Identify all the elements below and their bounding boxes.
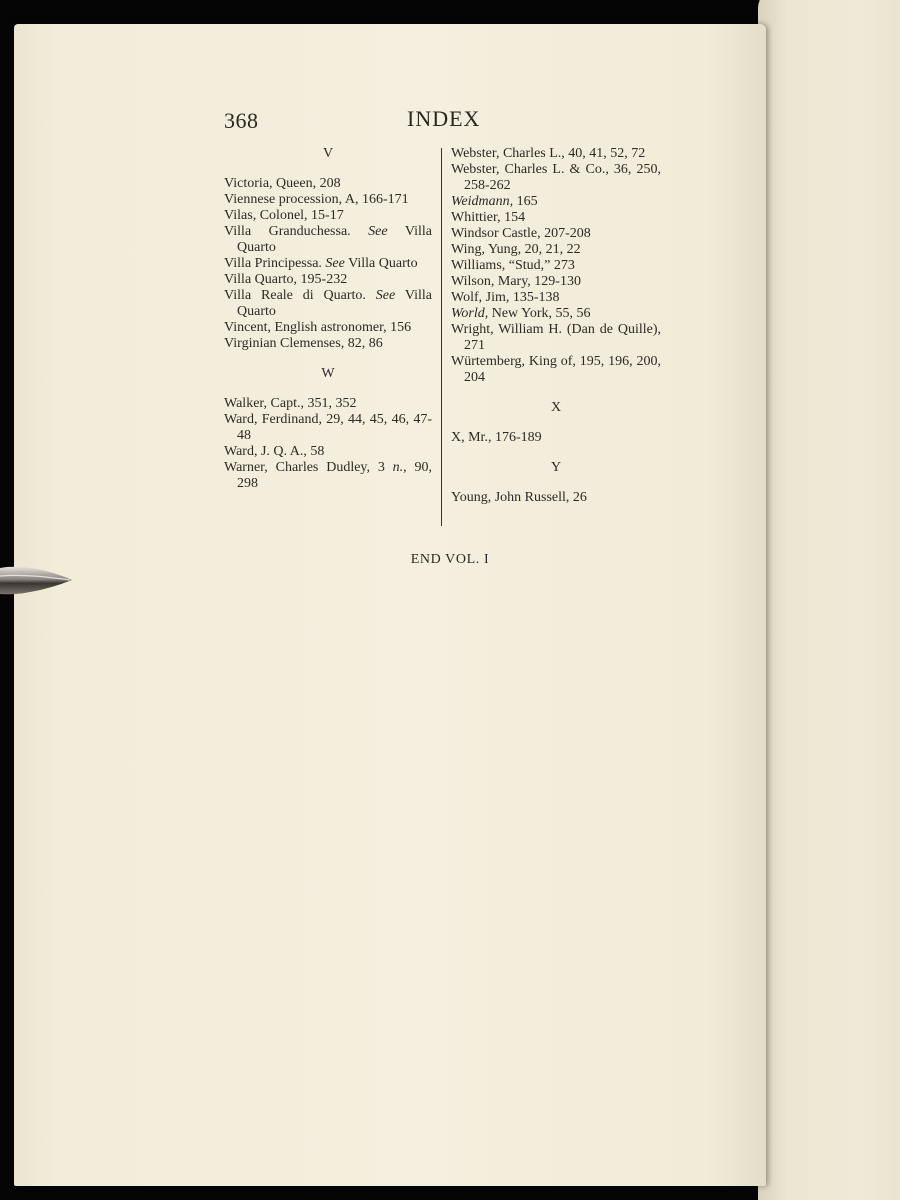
entry-heading: Villa Granduchessa. xyxy=(224,224,351,239)
entry-heading: Villa Principessa. xyxy=(224,256,322,271)
index-entry: X, Mr., 176-189 xyxy=(451,430,542,445)
section-letter-y: Y xyxy=(550,460,562,475)
index-entry: Wolf, Jim, 135-138 xyxy=(451,290,560,305)
note-marker: n. xyxy=(392,460,404,475)
section-letter-w: W xyxy=(321,366,335,381)
cross-reference: Villa Quarto xyxy=(237,224,433,255)
index-entry xyxy=(451,306,661,322)
index-entry: Wing, Yung, 20, 21, 22 xyxy=(451,242,581,257)
cross-reference: Villa Quarto xyxy=(237,288,432,319)
page-number: 368 xyxy=(224,108,259,133)
facing-page-edge xyxy=(758,0,900,1200)
index-entry: Walker, Capt., 351, 352 xyxy=(224,396,357,411)
index-entry xyxy=(451,194,661,210)
entry-heading-italic: World, xyxy=(451,306,489,321)
section-letter-v: V xyxy=(322,146,334,161)
index-entry: Windsor Castle, 207-208 xyxy=(451,226,591,241)
index-column-left xyxy=(224,146,432,492)
see-reference: See xyxy=(375,288,396,303)
column-divider xyxy=(441,148,442,526)
running-head xyxy=(224,106,481,138)
index-entry xyxy=(224,224,432,256)
index-entry: Viennese procession, A, 166-171 xyxy=(224,192,409,207)
index-entry xyxy=(224,460,432,492)
entry-heading: Villa Reale di Quarto. xyxy=(224,288,366,303)
page-title: INDEX xyxy=(407,106,481,131)
index-entry: Würtemberg, King of, 195, 196, 200, 204 xyxy=(451,354,661,385)
index-entry: Vilas, Colonel, 15-17 xyxy=(224,208,344,223)
index-entry: Wilson, Mary, 129-130 xyxy=(451,274,581,289)
index-entry: Victoria, Queen, 208 xyxy=(224,176,341,191)
index-entry: Virginian Clemenses, 82, 86 xyxy=(224,336,383,351)
index-entry: Whittier, 154 xyxy=(451,210,526,225)
index-entry: Vincent, English astronomer, 156 xyxy=(224,320,412,335)
index-entry: Villa Quarto, 195-232 xyxy=(224,272,348,287)
index-entry: Ward, Ferdinand, 29, 44, 45, 46, 47-48 xyxy=(224,412,432,443)
index-entry: Williams, “Stud,” 273 xyxy=(451,258,575,273)
end-volume-note: END VOL. I xyxy=(410,552,490,567)
entry-heading: Warner, Charles Dudley, 3 xyxy=(224,460,385,475)
entry-pages: , 90, 298 xyxy=(237,460,432,491)
entry-pages: 165 xyxy=(516,194,538,209)
section-letter-x: X xyxy=(550,400,562,415)
entry-pages: New York, 55, 56 xyxy=(491,306,591,321)
cross-reference: Villa Quarto xyxy=(348,256,418,271)
pen-tip-icon xyxy=(0,562,74,602)
see-reference: See xyxy=(368,224,388,239)
index-entry: Wright, William H. (Dan de Quille), 271 xyxy=(451,322,661,353)
index-entry: Young, John Russell, 26 xyxy=(451,490,587,505)
index-column-right xyxy=(451,146,661,506)
index-entry: Webster, Charles L. & Co., 36, 250, 258-262 xyxy=(451,162,661,193)
see-reference: See xyxy=(325,256,345,271)
index-entry: Ward, J. Q. A., 58 xyxy=(224,444,325,459)
index-entry: Webster, Charles L., 40, 41, 52, 72 xyxy=(451,146,646,161)
entry-heading-italic: Weidmann, xyxy=(451,194,514,209)
index-entry xyxy=(224,256,432,272)
index-entry xyxy=(224,288,432,320)
